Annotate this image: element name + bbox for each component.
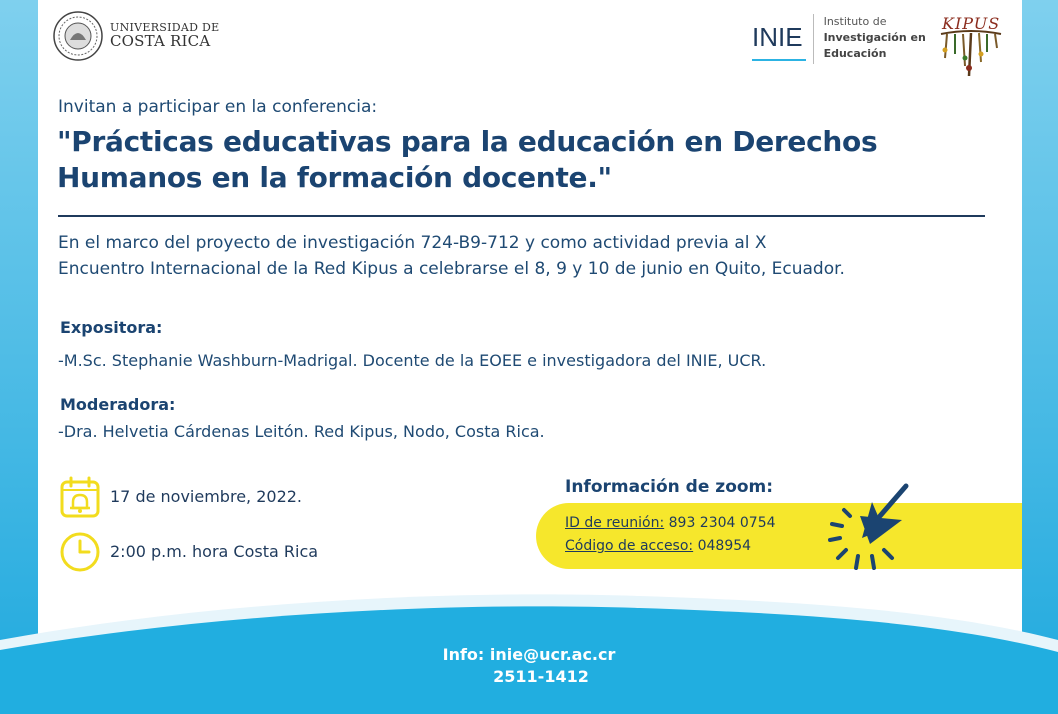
title-line1: "Prácticas educativas para la educación en Derechos bbox=[57, 125, 878, 158]
inie-underline bbox=[752, 59, 806, 61]
inie-mark-text: INIE bbox=[752, 22, 803, 52]
zoom-passcode-label: Código de acceso: bbox=[565, 538, 694, 554]
speaker-text: -M.Sc. Stephanie Washburn-Madrigal. Docente de la EOEE e investigadora del INIE, UCR. bbox=[58, 351, 767, 370]
contact-email[interactable]: Info: inie@ucr.ac.cr bbox=[442, 645, 616, 664]
kipus-knots-icon bbox=[935, 14, 1007, 82]
context-text bbox=[58, 230, 1018, 282]
inie-logo bbox=[752, 14, 926, 64]
zoom-passcode-value[interactable]: 048954 bbox=[697, 538, 752, 554]
clock-icon bbox=[58, 530, 102, 574]
ucr-logo bbox=[52, 10, 220, 62]
inie-description bbox=[824, 14, 926, 62]
inie-desc-line3: Educación bbox=[823, 47, 887, 60]
click-cursor-icon bbox=[822, 480, 918, 578]
zoom-info-title: Información de zoom: bbox=[565, 477, 774, 497]
speaker-label: Expositora: bbox=[60, 318, 163, 337]
title-divider bbox=[58, 215, 985, 217]
event-time: 2:00 p.m. hora Costa Rica bbox=[110, 542, 319, 561]
contact-phone[interactable]: 2511-1412 bbox=[493, 667, 589, 686]
calendar-bell-icon bbox=[58, 476, 102, 520]
moderator-label: Moderadora: bbox=[60, 395, 176, 414]
ucr-seal-icon bbox=[52, 10, 104, 62]
event-date: 17 de noviembre, 2022. bbox=[110, 487, 303, 506]
moderator-text: -Dra. Helvetia Cárdenas Leitón. Red Kipus, Nodo, Costa Rica. bbox=[58, 422, 545, 441]
ucr-name-line1: UNIVERSIDAD DE bbox=[110, 21, 220, 35]
intro-text: Invitan a participar en la conferencia: bbox=[58, 97, 378, 117]
kipus-logo bbox=[935, 14, 1007, 82]
contact-info bbox=[0, 644, 1058, 688]
zoom-meeting-id-label: ID de reunión: bbox=[565, 515, 665, 531]
kipus-wordmark: KIPUS bbox=[942, 14, 1001, 33]
context-line2: Encuentro Internacional de la Red Kipus a celebrarse el 8, 9 y 10 de junio en Quito, Ecuador. bbox=[58, 259, 845, 279]
inie-separator bbox=[813, 14, 814, 64]
title-line2: Humanos en la formación docente." bbox=[57, 161, 612, 194]
zoom-meeting-id-value[interactable]: 893 2304 0754 bbox=[668, 515, 776, 531]
inie-desc-line1: Instituto de bbox=[823, 15, 887, 28]
zoom-info-band bbox=[536, 503, 1022, 569]
ucr-name-line2: COSTA RICA bbox=[110, 31, 211, 50]
inie-mark bbox=[752, 14, 803, 53]
context-line1: En el marco del proyecto de investigación 724-B9-712 y como actividad previa al X bbox=[58, 233, 767, 253]
zoom-passcode bbox=[565, 538, 751, 554]
conference-title bbox=[57, 124, 997, 196]
zoom-meeting-id bbox=[565, 515, 776, 531]
inie-desc-line2: Investigación en bbox=[823, 31, 926, 44]
